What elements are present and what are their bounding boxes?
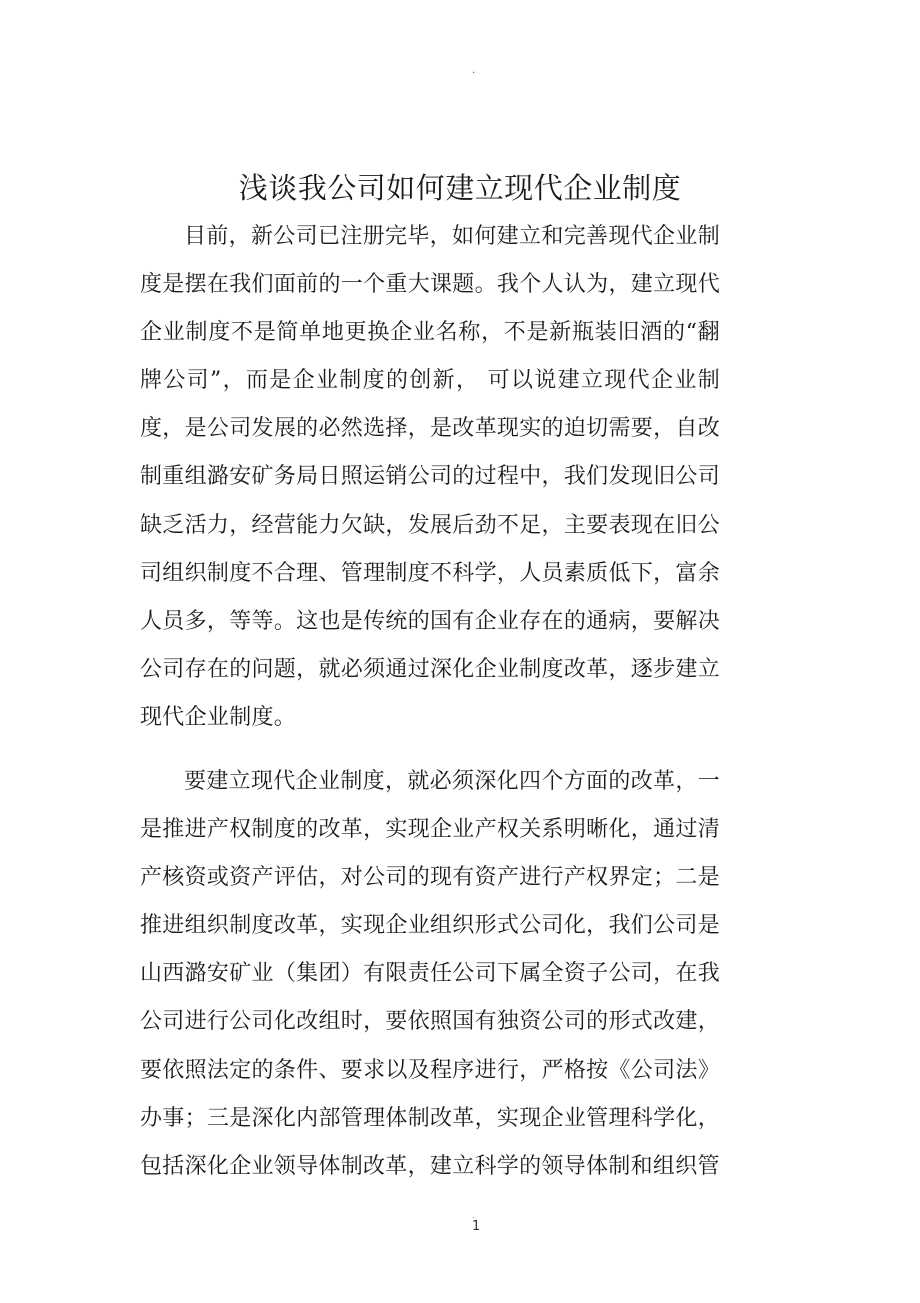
paragraph-2: 要建立现代企业制度，就必须深化四个方面的改革，一是推进产权制度的改革，实现企业产权关系明晰化，通过清产核资或资产评估，对公司的现有资产进行产权界定；二是推进组织制度改革，实现企业组织形式公司化，我们公司是山西潞安矿业（集团）有限责任公司下属全资子公司，在我公司进行公司化改组时，要依照国有独资公司的形式改建，要依照法定的条件、要求以及程序进行，严格按《公司法》办事；三是深化内部管理体制改革，实现企业管理科学化，包括深化企业领导体制改革，建立科学的领导体制和组织管 [140,769,720,1179]
page-number: 1 [472,1219,481,1234]
footer-dot: . [472,1211,475,1220]
paragraph-1: 目前，新公司已注册完毕，如何建立和完善现代企业制度是摆在我们面前的一个重大课题。我个人认为，建立现代企业制度不是简单地更换企业名称，不是新瓶装旧酒的“翻牌公司”，而是企业制度的创新， 可以说建立现代企业制度，是公司发展的必然选择，是改革现实的迫切需要，自改制重组潞安矿务局日照运销公司的过程中，我们发现旧公司缺乏活力，经营能力欠缺，发展后劲不足，主要表现在旧公司组织制度不合理、管理制度不科学，人员素质低下，富余人员多，等等。这也是传统的国有企业存在的通病，要解决公司存在的问题，就必须通过深化企业制度改革，逐步建立现代企业制度。 [140,224,720,730]
header-dot: . [472,65,476,76]
document-title: 浅谈我公司如何建立现代企业制度 [238,171,682,205]
